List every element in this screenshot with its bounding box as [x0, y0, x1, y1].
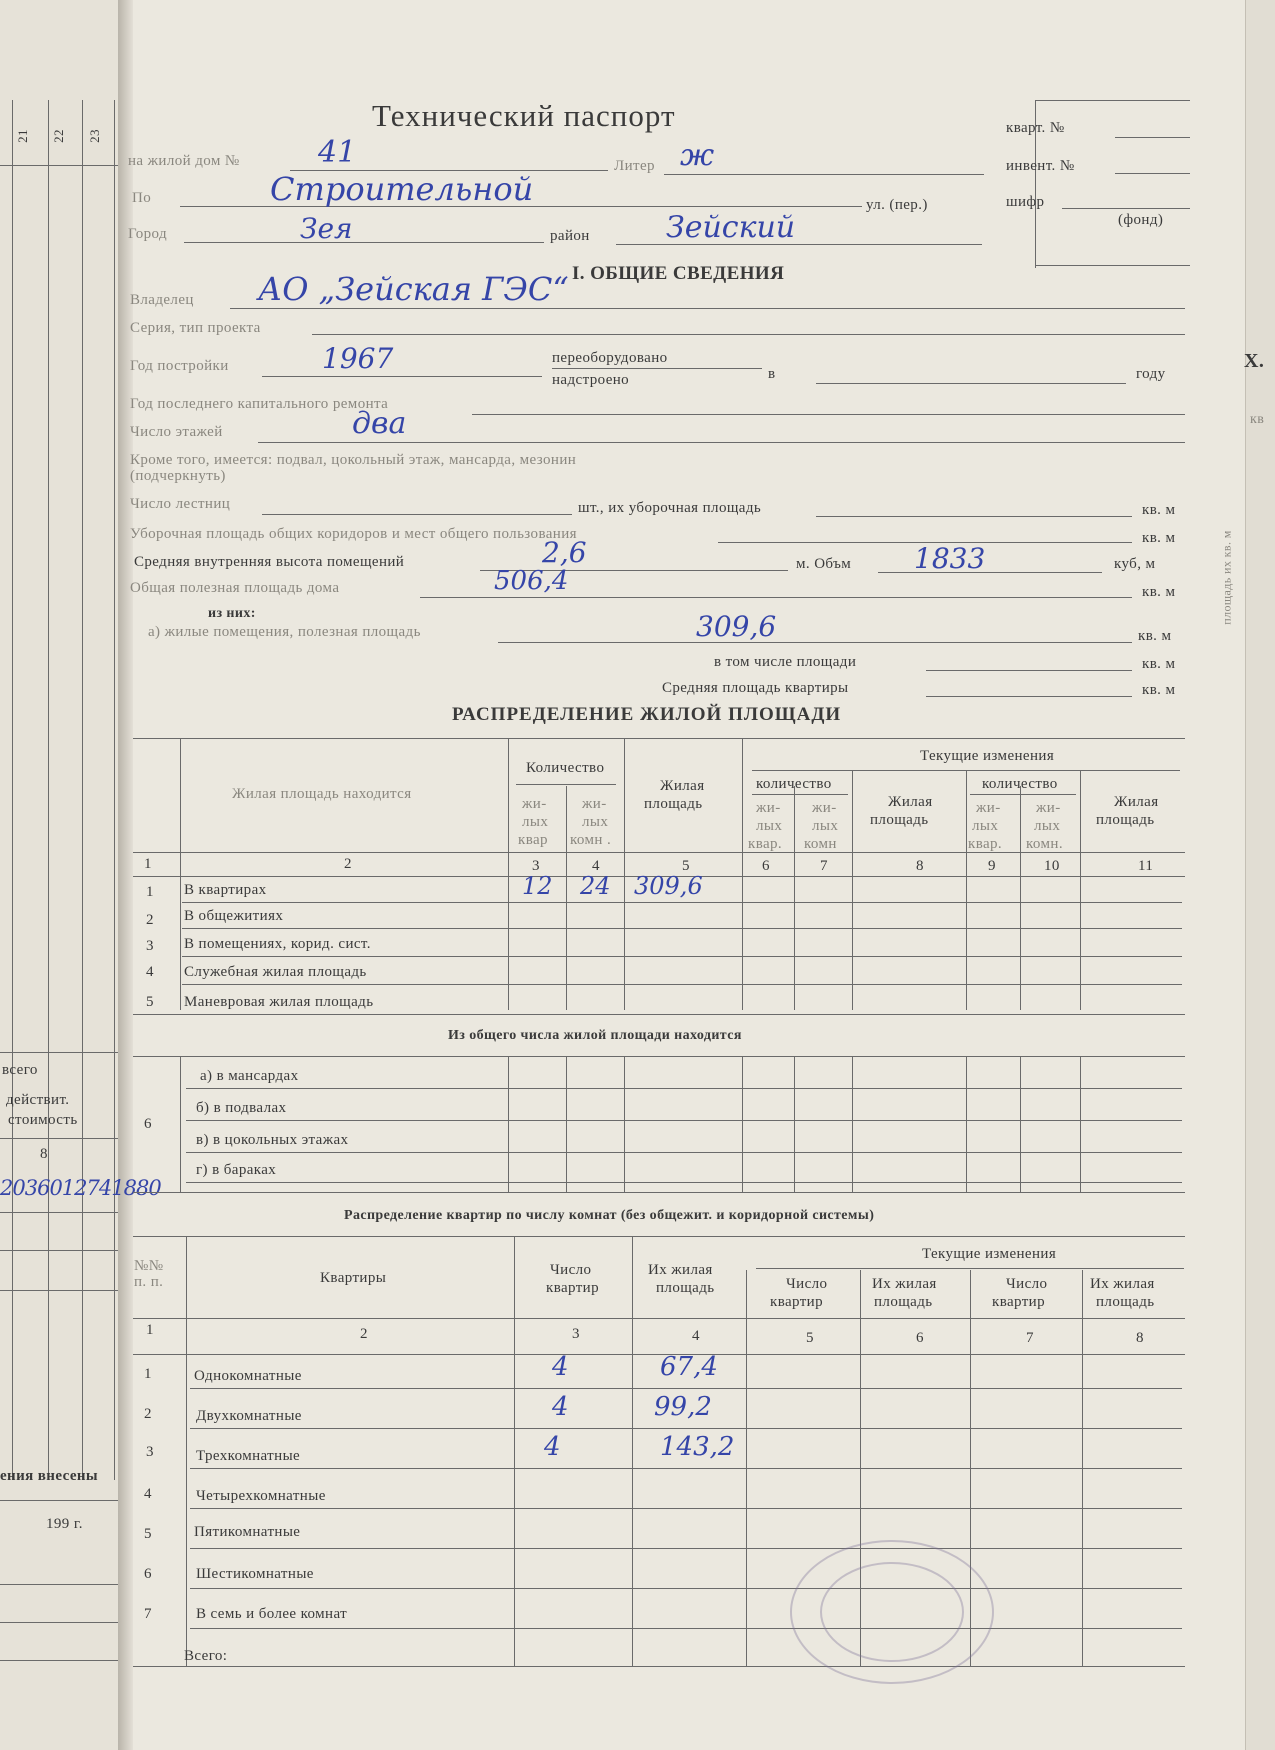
dist-colnum-6: 6 [762, 858, 770, 874]
house-value: 41 [318, 135, 357, 170]
left-year: 199 г. [46, 1516, 83, 1532]
dist-row-label: Маневровая жилая площадь [184, 994, 374, 1010]
house-label: на жилой дом № [128, 153, 240, 169]
apt-colnum-2: 2 [360, 1326, 368, 1342]
street-label: По [132, 190, 152, 206]
apt-row-label: Двухкомнатные [196, 1408, 302, 1424]
stairs-label: Число лестниц [130, 496, 231, 512]
apt-row-label: Однокомнатные [194, 1368, 302, 1384]
dist-h-komn-2: лых [812, 818, 839, 834]
dist-row-label: Служебная жилая площадь [184, 964, 367, 980]
district-label: район [550, 228, 590, 244]
apt-colnum-7: 7 [1026, 1330, 1034, 1346]
apt-h-count7-2: квартир [992, 1294, 1046, 1310]
year-suffix: году [1136, 366, 1166, 382]
apt-row-num: 2 [144, 1406, 152, 1422]
dist-sub-row: в) в цокольных этажах [196, 1132, 349, 1148]
dist-h-area8-2: площадь [870, 812, 929, 828]
apt-colnum-3: 3 [572, 1326, 580, 1342]
including-label: в том числе площади [714, 654, 857, 670]
dist-h-q-apts-3: квар [518, 832, 548, 848]
liter-label: Литер [614, 158, 655, 174]
dist-h-q-rooms-3: комн . [570, 832, 612, 848]
corridors-label: Уборочная площадь общих коридоров и мест общего пользования [130, 526, 577, 542]
dist-h-q-rooms-2: лых [582, 814, 609, 830]
dist-row-num: 4 [146, 964, 154, 980]
underline-label: (подчеркнуть) [130, 468, 226, 484]
apt-colnum-4: 4 [692, 1328, 700, 1344]
dist-h-komn10-1: жи- [1036, 800, 1061, 816]
dist-colnum-4: 4 [592, 858, 600, 874]
dist-row-apts: 12 [522, 872, 553, 900]
series-label: Серия, тип проекта [130, 320, 261, 336]
dist-sub-row: а) в мансардах [200, 1068, 299, 1084]
apt-h-area-1: Их жилая [648, 1262, 713, 1278]
living-value: 309,6 [696, 610, 777, 643]
dist-colnum-5: 5 [682, 858, 690, 874]
floors-label: Число этажей [130, 424, 223, 440]
dist-colnum-9: 9 [988, 858, 996, 874]
liter-value: ж [680, 138, 715, 173]
apt-row-num: 6 [144, 1566, 152, 1582]
apt-row-label: Пятикомнатные [194, 1524, 301, 1540]
in-label: в [768, 366, 776, 382]
dist-colnum-1: 1 [144, 856, 152, 872]
right-letter: Х. [1244, 350, 1265, 372]
besides-label: Кроме того, имеется: подвал, цокольный этаж, мансарда, мезонин [130, 452, 577, 468]
dist-row-label: В квартирах [184, 882, 267, 898]
dist-h-kvar-3: квар. [748, 836, 783, 852]
height-value: 2,6 [542, 536, 587, 569]
fond-label: (фонд) [1118, 212, 1164, 228]
dist-h-q-rooms-1: жи- [582, 796, 607, 812]
dist-h-kvar9-2: лых [972, 818, 999, 834]
dist-h-area-1: Жилая [660, 778, 705, 794]
apt-row-area: 67,4 [660, 1352, 718, 1382]
right-page [1245, 0, 1275, 1750]
volume-value: 1833 [914, 542, 986, 575]
street-value: Строительной [270, 170, 534, 208]
dist-h-area11-2: площадь [1096, 812, 1155, 828]
dist-h-kvar9-3: квар. [968, 836, 1003, 852]
apt-h-num-1: №№ [134, 1258, 164, 1274]
apt-row-label: Шестикомнатные [196, 1566, 314, 1582]
dist-h-area-2: площадь [644, 796, 703, 812]
apt-row-area: 143,2 [660, 1432, 735, 1462]
invent-label: инвент. № [1006, 158, 1075, 174]
of-them-label: из них: [208, 606, 256, 621]
stairs-unit: шт., их уборочная площадь [578, 500, 762, 516]
avg-kvm: кв. м [1142, 682, 1176, 698]
owner-value: АО „Зейская ГЭС“ [258, 270, 569, 308]
apt-h-current: Текущие изменения [922, 1246, 1057, 1262]
apt-row-num: 7 [144, 1606, 152, 1622]
apt-h-count5-2: квартир [770, 1294, 824, 1310]
apt-h-num-2: п. п. [134, 1274, 164, 1290]
dist-h-kolich-1: количество [756, 776, 832, 792]
apt-total-label: Всего: [184, 1648, 228, 1664]
dist-row-label: В помещениях, корид. сист. [184, 936, 371, 952]
dist-sub-title: Из общего числа жилой площади находится [448, 1028, 742, 1043]
page-title: Технический паспорт [372, 98, 676, 133]
left-deystvit: действит. [6, 1092, 70, 1108]
apt-row-label: Трехкомнатные [196, 1448, 301, 1464]
dist-h-q-apts-1: жи- [522, 796, 547, 812]
dist-colnum-10: 10 [1044, 858, 1060, 874]
apt-table-title: Распределение квартир по числу комнат (без общежит. и коридорной системы) [344, 1208, 875, 1223]
dist-colnum-11: 11 [1138, 858, 1154, 874]
right-vertical: площадь их кв. м [1219, 530, 1234, 625]
including-kvm: кв. м [1142, 656, 1176, 672]
volume-label: м. Объм [796, 556, 852, 572]
dist-row-label: В общежитиях [184, 908, 284, 924]
apt-h-area8-1: Их жилая [1090, 1276, 1155, 1292]
dist-row-rooms: 24 [580, 872, 611, 900]
useful-kvm: кв. м [1142, 584, 1176, 600]
dist-h-kvar-2: лых [756, 818, 783, 834]
dist-colnum-7: 7 [820, 858, 828, 874]
dist-row-num: 2 [146, 912, 154, 928]
apt-row-count: 4 [544, 1432, 561, 1462]
floors-value: два [352, 406, 407, 441]
dist-sub-row: г) в бараках [196, 1162, 277, 1178]
left-stoimost: стоимость [8, 1112, 78, 1128]
dist-h-q-apts-2: лых [522, 814, 549, 830]
reequipped-label: переоборудовано [552, 350, 668, 366]
last-repair-label: Год последнего капитального ремонта [130, 396, 389, 412]
apt-row-area: 99,2 [654, 1392, 712, 1422]
dist-h-area11-1: Жилая [1114, 794, 1159, 810]
year-built-value: 1967 [322, 342, 394, 375]
apt-row-num: 5 [144, 1526, 152, 1542]
height-label: Средняя внутренняя высота помещений [134, 554, 405, 570]
apt-h-count5-1: Число [786, 1276, 828, 1292]
apt-h-area-2: площадь [656, 1280, 715, 1296]
street-suffix: ул. (пер.) [866, 197, 928, 213]
living-label: а) жилые помещения, полезная площадь [148, 624, 421, 640]
city-label: Город [128, 226, 168, 242]
kvart-label: кварт. № [1006, 120, 1065, 136]
left-col-23: 23 [86, 129, 102, 143]
dist-h-komn10-2: лых [1034, 818, 1061, 834]
useful-value: 506,4 [494, 566, 569, 596]
owner-label: Владелец [130, 292, 194, 308]
apt-row-num: 3 [146, 1444, 154, 1460]
year-built-label: Год постройки [130, 358, 229, 374]
dist-h-komn-3: комн [804, 836, 837, 852]
apt-colnum-6: 6 [916, 1330, 924, 1346]
right-kv: кв [1250, 412, 1265, 427]
apt-h-count-1: Число [550, 1262, 592, 1278]
apt-row-num: 4 [144, 1486, 152, 1502]
section-general-title: I. ОБЩИЕ СВЕДЕНИЯ [572, 263, 785, 284]
dist-h-kolich-2: количество [982, 776, 1058, 792]
apt-colnum-8: 8 [1136, 1330, 1144, 1346]
dist-h-kvar-1: жи- [756, 800, 781, 816]
built-on-label: надстроено [552, 372, 630, 388]
left-page [0, 0, 126, 1750]
apt-h-apts: Квартиры [320, 1270, 387, 1286]
dist-row-area: 309,6 [634, 872, 703, 900]
dist-colnum-8: 8 [916, 858, 924, 874]
living-kvm: кв. м [1138, 628, 1172, 644]
apt-row-label: Четырехкомнатные [196, 1488, 326, 1504]
shifr-label: шифр [1006, 194, 1045, 210]
left-handwritten-number: 2036012741880 [0, 1176, 161, 1200]
left-izmeneniya: ения внесены [0, 1468, 99, 1484]
apt-h-area8-2: площадь [1096, 1294, 1155, 1310]
district-value: Зейский [666, 210, 796, 245]
avg-label: Средняя площадь квартиры [662, 680, 849, 696]
apt-colnum-1: 1 [146, 1322, 154, 1338]
dist-table-title: РАСПРЕДЕЛЕНИЕ ЖИЛОЙ ПЛОЩАДИ [452, 704, 842, 725]
dist-sub-num: 6 [144, 1116, 152, 1132]
faint-stamp-inner [820, 1562, 964, 1662]
apt-row-count: 4 [552, 1352, 569, 1382]
left-col8: 8 [40, 1146, 48, 1162]
left-vsego: всего [2, 1062, 38, 1078]
dist-sub-row: б) в подвалах [196, 1100, 287, 1116]
dist-row-num: 3 [146, 938, 154, 954]
dist-colnum-2: 2 [344, 856, 352, 872]
dist-h-quantity: Количество [526, 760, 605, 776]
apt-row-label: В семь и более комнат [196, 1606, 348, 1622]
dist-h-current: Текущие изменения [920, 748, 1055, 764]
left-col-21: 21 [14, 129, 30, 143]
dist-row-num: 1 [146, 884, 154, 900]
city-value: Зея [300, 212, 353, 245]
apt-h-count7-1: Число [1006, 1276, 1048, 1292]
dist-h-komn10-3: комн. [1026, 836, 1064, 852]
apt-row-num: 1 [144, 1366, 152, 1382]
apt-row-count: 4 [552, 1392, 569, 1422]
dist-h-komn-1: жи- [812, 800, 837, 816]
apt-h-count-2: квартир [546, 1280, 600, 1296]
apt-h-area6-1: Их жилая [872, 1276, 937, 1292]
apt-h-area6-2: площадь [874, 1294, 933, 1310]
dist-colnum-3: 3 [532, 858, 540, 874]
dist-h-kvar9-1: жи- [976, 800, 1001, 816]
volume-unit: куб, м [1114, 556, 1156, 572]
left-col-22: 22 [50, 129, 66, 143]
apt-colnum-5: 5 [806, 1330, 814, 1346]
useful-label: Общая полезная площадь дома [130, 580, 340, 596]
dist-h-location: Жилая площадь находится [232, 786, 412, 802]
stairs-kvm: кв. м [1142, 502, 1176, 518]
dist-row-num: 5 [146, 994, 154, 1010]
corridors-kvm: кв. м [1142, 530, 1176, 546]
dist-h-area8-1: Жилая [888, 794, 933, 810]
